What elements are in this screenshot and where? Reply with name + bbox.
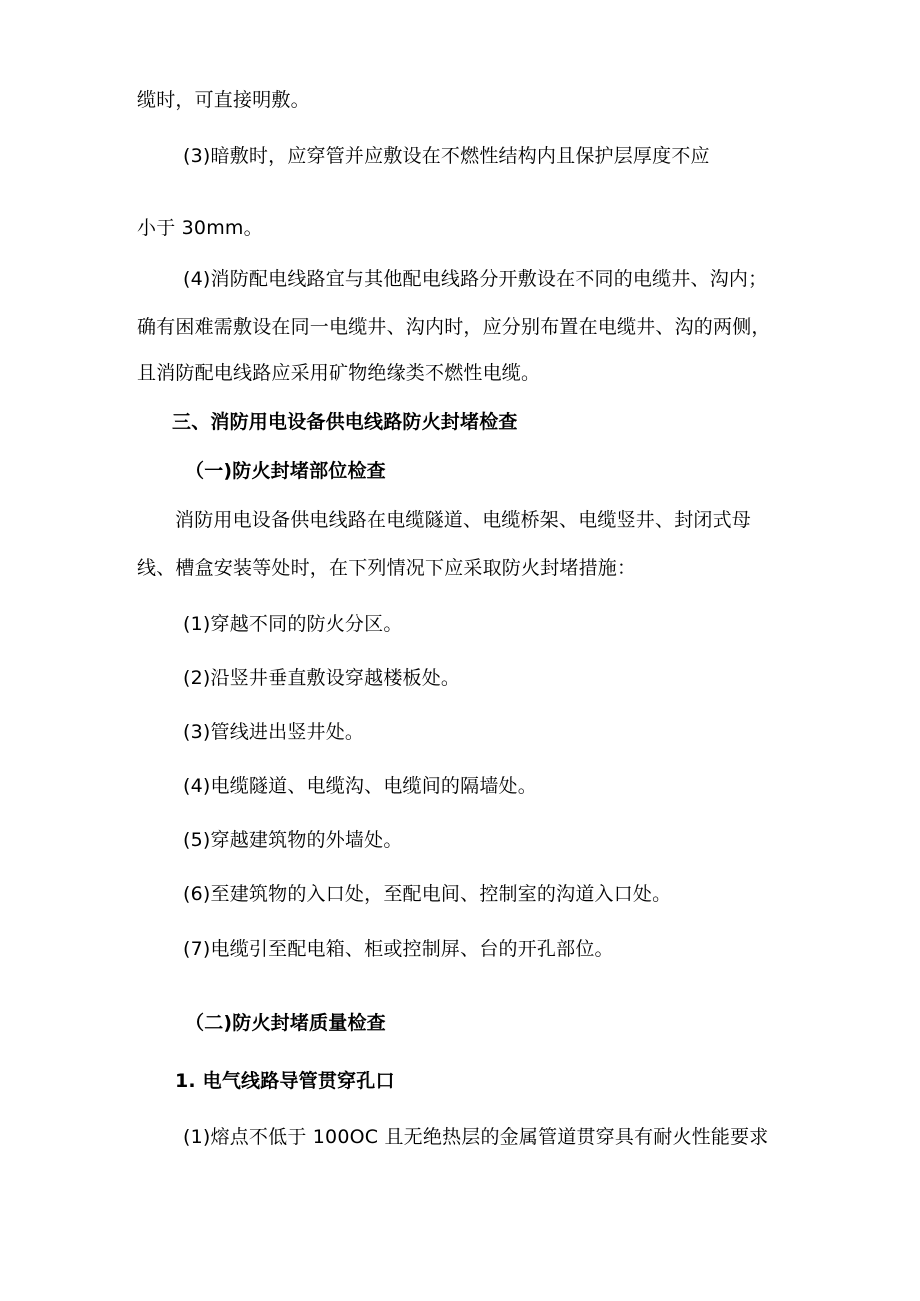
list-item: (4)电缆隧道、电缆沟、电缆间的隔墙处。 xyxy=(183,775,537,797)
list-item: (2)沿竖井垂直敷设穿越楼板处。 xyxy=(183,667,461,689)
list-item: (6)至建筑物的入口处，至配电间、控制室的沟道入口处。 xyxy=(183,883,672,905)
list-item: (5)穿越建筑物的外墙处。 xyxy=(183,829,403,851)
paragraph-line: (4)消防配电线路宜与其他配电线路分开敷设在不同的电缆井、沟内； xyxy=(183,268,768,290)
paragraph-line: 小于 30mm。 xyxy=(137,217,263,239)
paragraph-line: (3)暗敷时，应穿管并应敷设在不燃性结构内且保护层厚度不应 xyxy=(183,145,710,167)
paragraph-line: 确有困难需敷设在同一电缆井、沟内时，应分别布置在电缆井、沟的两侧， xyxy=(137,316,771,338)
subsection-heading: （二)防火封堵质量检查 xyxy=(185,1012,386,1034)
numbered-heading: 1. 电气线路导管贯穿孔口 xyxy=(175,1070,395,1092)
paragraph-line: (1)熔点不低于 100OC 且无绝热层的金属管道贯穿具有耐火性能要求 xyxy=(183,1126,769,1148)
list-item: (3)管线进出竖井处。 xyxy=(183,721,365,743)
paragraph-line: 缆时，可直接明敷。 xyxy=(137,89,310,111)
paragraph-line: 消防用电设备供电线路在电缆隧道、电缆桥架、电缆竖井、封闭式母 xyxy=(175,509,752,531)
section-heading: 三、消防用电设备供电线路防火封堵检查 xyxy=(172,411,518,433)
paragraph-line: 线、槽盒安装等处时，在下列情况下应采取防火封堵措施： xyxy=(137,557,637,579)
paragraph-line: 且消防配电线路应采用矿物绝缘类不燃性电缆。 xyxy=(137,362,541,384)
list-item: (7)电缆引至配电箱、柜或控制屏、台的开孔部位。 xyxy=(183,938,614,960)
list-item: (1)穿越不同的防火分区。 xyxy=(183,613,403,635)
subsection-heading: （一)防火封堵部位检查 xyxy=(185,460,386,482)
